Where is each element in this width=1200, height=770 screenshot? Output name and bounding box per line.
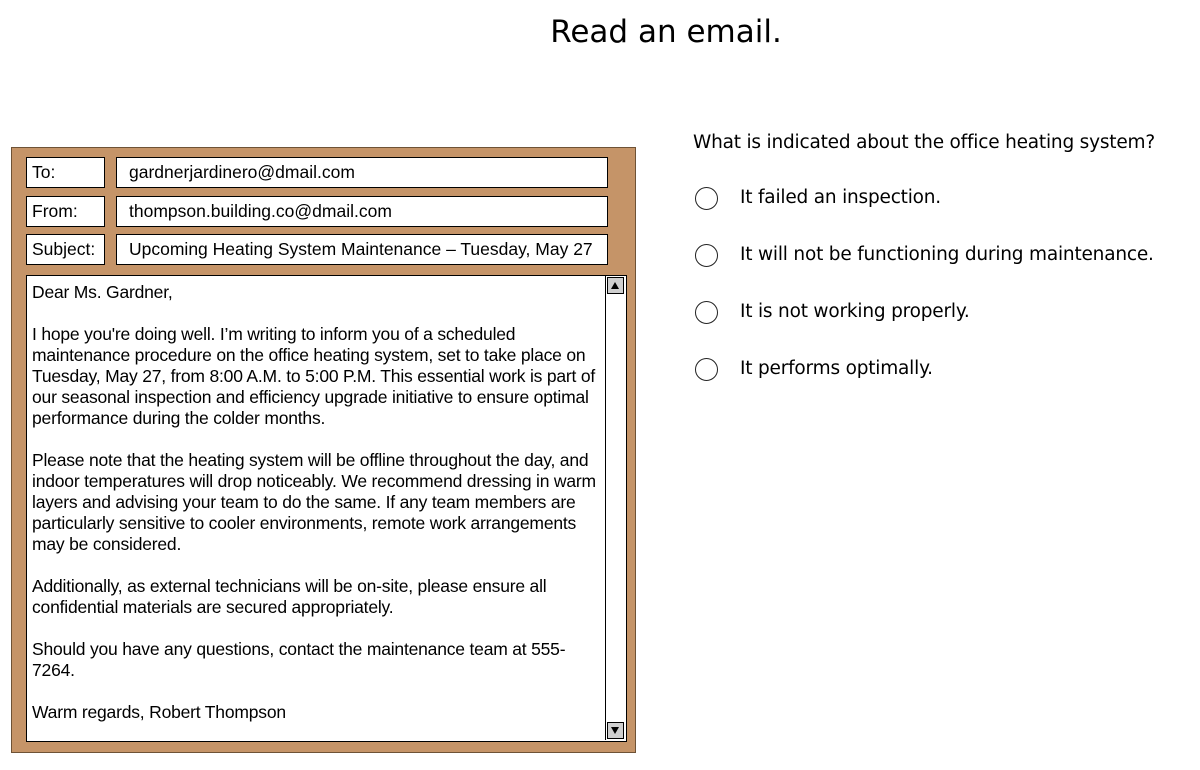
- radio-circle-icon[interactable]: [695, 358, 718, 381]
- email-body-text: [32, 282, 605, 723]
- email-paragraph: Additionally, as external technicians will be on-site, please ensure all confidential materials are secured appropriately.: [32, 576, 547, 617]
- email-paragraph: Should you have any questions, contact the maintenance team at 555-7264.: [32, 639, 566, 680]
- from-label: From:: [26, 196, 105, 227]
- subject-value: Upcoming Heating System Maintenance – Tuesday, May 27: [116, 234, 608, 265]
- page-title: Read an email.: [550, 14, 782, 50]
- answer-option-1[interactable]: [695, 183, 941, 213]
- email-scrollbar[interactable]: [605, 276, 626, 740]
- email-paragraph: Please note that the heating system will be offline throughout the day, and indoor temperatures will drop noticeably. We recommend dressing in warm layers and advising your team to do the same. If any team members are particularly sensitive to cooler environments, remote work arrangements may be considered.: [32, 450, 596, 554]
- triangle-down-icon: [611, 727, 619, 734]
- answer-option-label: It failed an inspection.: [740, 187, 941, 208]
- subject-label: Subject:: [26, 234, 105, 265]
- email-body[interactable]: [26, 275, 627, 742]
- answer-option-label: It will not be functioning during maintenance.: [740, 244, 1154, 265]
- email-greeting: Dear Ms. Gardner,: [32, 282, 173, 302]
- answer-option-label: It is not working properly.: [740, 301, 970, 322]
- radio-circle-icon[interactable]: [695, 244, 718, 267]
- question-text: What is indicated about the office heating system?: [693, 132, 1155, 153]
- radio-circle-icon[interactable]: [695, 187, 718, 210]
- to-value: gardnerjardinero@dmail.com: [116, 157, 608, 188]
- email-paragraph: I hope you're doing well. I’m writing to inform you of a scheduled maintenance procedure on the office heating system, set to take place on Tuesday, May 27, from 8:00 A.M. to 5:00 P.M. This essential work is part of our seasonal inspection and efficiency upgrade initiative to ensure optimal performance during the colder months.: [32, 324, 596, 428]
- to-label: To:: [26, 157, 105, 188]
- triangle-up-icon: [611, 282, 619, 289]
- radio-circle-icon[interactable]: [695, 301, 718, 324]
- answer-option-label: It performs optimally.: [740, 358, 933, 379]
- email-panel: [11, 147, 636, 753]
- email-signoff: Warm regards, Robert Thompson: [32, 702, 286, 722]
- answer-option-4[interactable]: [695, 354, 933, 384]
- answer-option-2[interactable]: [695, 240, 1154, 270]
- scroll-down-button[interactable]: [607, 722, 624, 739]
- from-value: thompson.building.co@dmail.com: [116, 196, 608, 227]
- scroll-up-button[interactable]: [607, 277, 624, 294]
- answer-option-3[interactable]: [695, 297, 970, 327]
